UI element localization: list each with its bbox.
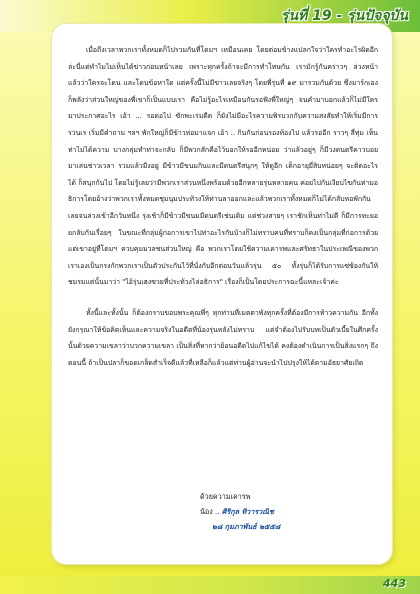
date-line (200, 519, 280, 534)
author-line (200, 504, 280, 519)
page-number: 443 (383, 577, 406, 590)
article-body (68, 42, 378, 371)
page-title: รุ่นที่ 19 - รุ่นปัจจุบัน (280, 8, 408, 24)
signature-date: ๒๘ กุมภาพันธ์ ๒๕๕๘ (212, 522, 281, 531)
author-prefix: น้อง .. (200, 507, 220, 516)
paragraph: เมื่อถึงเวลาพวกเราทั้งหมดก็ไปรวมกันที่โดมฯ เหมือนเคย โดยต่อมข้างแปลกใจว่าใครทำอะไรผิดอีกล่ะนี่แต่ทำไมไม่เห็นได้ข่าวก่อนหน้าเลย เพราะทุกครั้งถ้าจะมีการทำโทษกัน เรามักรู้กันคร่าวๆ ล่วงหน้าแล้วว่าใครจะโดน และโดนข้อหาใด แต่ครั้งนี้ไม่มีข่าวเลยจริงๆ โดยพี่รุ่นที่ ๑๙ มารวมกันด้วย ซึ่งมาร์กเองก็พลังว่าส่วนใหญ่ของพี่เขาก็เป็นแบบเรา คือไม่รู้อะไรเหมือนกันรอฟังพี่ใหญ่ๆ จนคำมาบอกแล้วก็ไม่มีใครมาประกาศอะไร เอ้า ... รอต่อไป ซักพะเร่มดีด ก็ยังไม่มีอะไรความพิรบวกกับความสงสัยทำให้เริ่มมีการรวนเร เริ่มมีคำถาม ฯลฯ พักใหญ่ก็มีข้าวห่อมาแจก เอ้า .. กินกันก่อนรองท้องไป แล้วรออีก ราวๆ สี่ทุ่ม เห็นท่าไม่ได้ความ บางกลุ่มทำท่าจะกลับ ก็มีพวกสักคือไว้บอกให้รออีกหน่อย ว่าแล้วอยู่ๆ ก็มีวงดนตรีคาวบอยมาเล่นช่าวเวลา รวมแล้วมีงอยู่ มีข้าวมีขนมกินและมีดนตรีสนุกๆ ให้ดูอีก เด็กอายุยี่สิบหน่อยๆ จะติดอะไรได้ ก็สนุกกันไป โดยไม่รู้เลยว่ามีพวกเราส่วนหนึ่งพร้อมด้วยอีกหลายรุ่นหลายคน ค่อยไปกันเงียบไขกันท่ามอธิการโดยอ้างว่าพวกเราทั้งหมดชุมนุมประท้วงให้ท่านลาออกและแล้วพวกเราทั้งหมดก็ไม่ได้กลับหอพักกันเลยจนล่วงเข้าอีกวันหนึ่ง รุ่งเช้าก็มีข้าวมีขนมมีดนตรีเช่นเดิม แต่ช่วงสายๆ เราชักเห็นท่าไม่ดี ก็มีการทะยอยกลับกันเรื่อยๆ ในขณะที่กลุ่มผู้ก่อการเขาไปท่าอะไรกันบ้างก็ไม่ทราบคนที่ทราบก็คงเป็นกลุ่มที่ก่อการด้วย แต่เขาอยู่ที่โดมฯ ควบคุมมวลชนส่วนใหญ่ คือ พวกเราโดยใช้ความเคารพและศรัทธาในประเพณีของพวกเราเองเป็นกรงกักพวกเราเป็นตัวประกันไว้ที่นั่งกับอีกต่อนวันแล้วรุ่น ๕๐ ทั้งรุ่นก็ได้รับการแซ่ซ้องกันให้ชมรมแต่นั้นมาว่า "ไอ้รุ่นเฮงซวยที่ประท้วงไล่อธิการ" เรื่องก็เป็นโดยประการฉะนี้แหละเจ้าค่ะ (68, 46, 378, 287)
signature-block (200, 489, 280, 534)
closing-line: ด้วยความเคารพ (200, 492, 251, 501)
footer-band (0, 576, 420, 594)
paragraph: ทั้งนี้และทั้งนั้น ก็ต้องกราบขอบพระคุณพี่ๆ ทุกท่านที่เมตตาพังทุกครั้งที่ต้องมีการท้าวความกัน อีกทั้งยังกรุณาให้ข้อคิดเห็นและความจริงในอดีตที่น้องรุ่นหลังไม่ทราบ แต่จำต้องไปรับบทเป็นตัวเบี้ยในศึกครั้งนั้นด้วยความเขลาว่าบวกความเขลา เป็นสิ่งที่หากว่าย้อนอดีตไปแก้ไขได้ คงต้องดำเนินการเป็นสิ่งแรกๆ ถึงตอนนี้ ถ้าเป็นปลาก็ขอดเกล็ดสำเร็จดีแล้วที่เหลือก็แล้วแต่ท่านผู้อ่านจะนำไปปรุงให้ได้ตามอัธยาศัยเถิด (68, 308, 378, 367)
author-name: ศิริกุล ทิวารวณิช (221, 507, 274, 516)
